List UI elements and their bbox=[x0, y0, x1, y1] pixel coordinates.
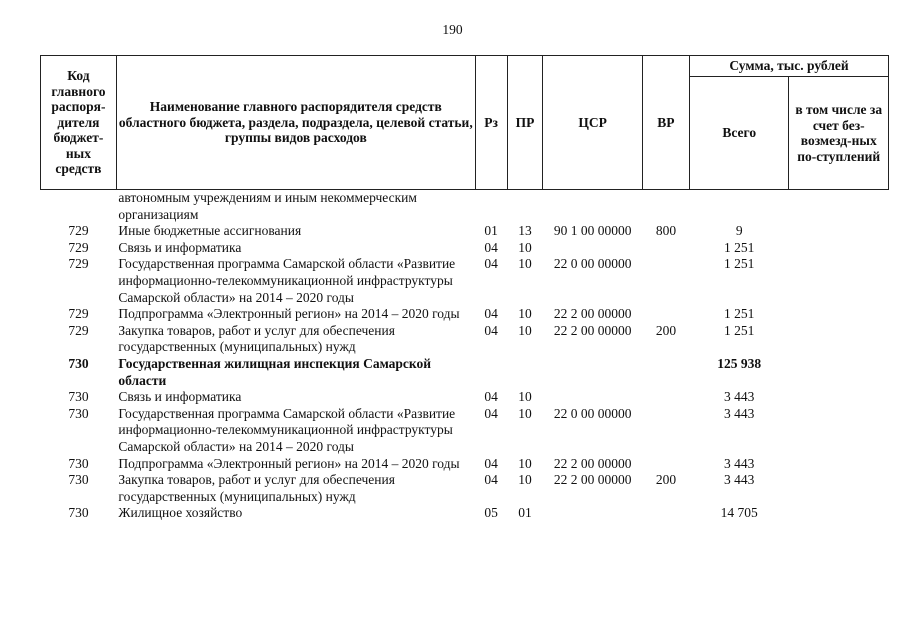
cell-name: Жилищное хозяйство bbox=[118, 505, 243, 521]
page-number: 190 bbox=[442, 22, 463, 37]
cell-total: 3 443 bbox=[724, 472, 755, 488]
cell-rz: 04 bbox=[484, 322, 498, 338]
cell-csr bbox=[543, 190, 642, 224]
cell-total: 3 443 bbox=[724, 405, 755, 421]
cell-pr: 10 bbox=[518, 455, 532, 471]
header-pr: ПР bbox=[507, 56, 543, 190]
cell-pr: 10 bbox=[518, 472, 532, 488]
cell-name: Подпрограмма «Электронный регион» на 2014 – 2020 годы bbox=[118, 455, 460, 471]
header-csr: ЦСР bbox=[543, 56, 642, 190]
cell-free bbox=[789, 190, 889, 224]
cell-kod: 730 bbox=[68, 455, 89, 471]
cell-total: 125 938 bbox=[717, 355, 762, 371]
cell-csr: 22 0 00 00000 bbox=[553, 405, 632, 421]
cell-kod bbox=[41, 190, 117, 224]
cell-name: Закупка товаров, работ и услуг для обеспечения государственных (муниципальных) нужд bbox=[118, 472, 395, 504]
table-row bbox=[41, 389, 889, 406]
cell-pr bbox=[507, 356, 543, 389]
cell-free bbox=[789, 223, 889, 240]
cell-rz: 04 bbox=[484, 472, 498, 488]
cell-pr: 13 bbox=[518, 223, 532, 239]
cell-kod: 730 bbox=[68, 505, 89, 521]
cell-vr bbox=[642, 505, 689, 522]
cell-pr: 10 bbox=[518, 239, 532, 255]
cell-csr bbox=[543, 505, 642, 522]
cell-kod: 729 bbox=[68, 223, 89, 239]
cell-name: Государственная программа Самарской области «Развитие информационно-телекоммуникационной инфраструктуры Самарской области» на 2014 – 2020 годы bbox=[118, 405, 456, 454]
cell-name: Закупка товаров, работ и услуг для обеспечения государственных (муниципальных) нужд bbox=[118, 322, 395, 355]
cell-free bbox=[789, 389, 889, 406]
cell-csr bbox=[543, 240, 642, 257]
cell-free bbox=[789, 306, 889, 323]
budget-table bbox=[40, 55, 889, 522]
table-row bbox=[41, 306, 889, 323]
cell-rz: 04 bbox=[484, 306, 498, 322]
cell-free bbox=[789, 456, 889, 473]
header-sum: Сумма, тыс. рублей bbox=[690, 56, 889, 77]
cell-csr: 90 1 00 00000 bbox=[553, 223, 632, 239]
cell-name: Иные бюджетные ассигнования bbox=[118, 223, 302, 239]
cell-total: 1 251 bbox=[724, 306, 755, 322]
cell-kod: 730 bbox=[68, 405, 89, 421]
cell-free bbox=[789, 323, 889, 356]
table-row bbox=[41, 406, 889, 456]
cell-vr: 200 bbox=[655, 322, 677, 338]
table-row bbox=[41, 456, 889, 473]
cell-rz bbox=[475, 190, 507, 224]
cell-pr bbox=[507, 190, 543, 224]
cell-rz bbox=[475, 356, 507, 389]
cell-pr: 01 bbox=[518, 505, 532, 521]
cell-rz: 01 bbox=[484, 223, 498, 239]
table-row bbox=[41, 323, 889, 356]
table-row bbox=[41, 190, 889, 224]
cell-vr: 200 bbox=[655, 472, 677, 488]
cell-vr bbox=[642, 240, 689, 257]
cell-name: автономным учреждениям и иным некоммерческим организациям bbox=[118, 190, 417, 222]
cell-vr: 800 bbox=[655, 223, 677, 239]
cell-rz: 04 bbox=[484, 256, 498, 272]
cell-total: 1 251 bbox=[724, 322, 755, 338]
table-row bbox=[41, 223, 889, 240]
cell-vr bbox=[642, 306, 689, 323]
cell-name: Государственная программа Самарской области «Развитие информационно-телекоммуникационной инфраструктуры Самарской области» на 2014 – 2020 годы bbox=[118, 256, 456, 305]
cell-vr bbox=[642, 356, 689, 389]
cell-kod: 730 bbox=[68, 355, 89, 371]
table-body bbox=[41, 190, 889, 522]
cell-vr bbox=[642, 406, 689, 456]
cell-pr: 10 bbox=[518, 389, 532, 405]
cell-kod: 729 bbox=[68, 239, 89, 255]
cell-vr bbox=[642, 456, 689, 473]
cell-pr: 10 bbox=[518, 256, 532, 272]
cell-kod: 729 bbox=[68, 322, 89, 338]
cell-vr bbox=[642, 256, 689, 306]
cell-vr bbox=[642, 190, 689, 224]
cell-pr: 10 bbox=[518, 405, 532, 421]
cell-csr: 22 2 00 00000 bbox=[553, 472, 632, 488]
cell-pr: 10 bbox=[518, 306, 532, 322]
cell-name: Связь и информатика bbox=[118, 239, 242, 255]
cell-kod: 729 bbox=[68, 306, 89, 322]
cell-csr bbox=[543, 389, 642, 406]
cell-total: 1 251 bbox=[724, 256, 755, 272]
cell-total: 9 bbox=[735, 223, 743, 239]
cell-total: 1 251 bbox=[724, 239, 755, 255]
cell-kod: 729 bbox=[68, 256, 89, 272]
cell-name: Связь и информатика bbox=[118, 389, 242, 405]
cell-name: Подпрограмма «Электронный регион» на 2014 – 2020 годы bbox=[118, 306, 460, 322]
cell-rz: 04 bbox=[484, 389, 498, 405]
cell-total bbox=[690, 190, 789, 224]
table-row bbox=[41, 472, 889, 505]
header-name: Наименование главного распорядителя средств областного бюджета, раздела, подраздела, целевой статьи, группы видов расходов bbox=[116, 56, 475, 190]
header-free: в том числе за счет без-возмезд-ных по-ступлений bbox=[789, 77, 889, 190]
table-row bbox=[41, 356, 889, 389]
cell-csr: 22 2 00 00000 bbox=[553, 322, 632, 338]
cell-total: 3 443 bbox=[724, 455, 755, 471]
cell-vr bbox=[642, 389, 689, 406]
cell-kod: 730 bbox=[68, 472, 89, 488]
cell-rz: 05 bbox=[484, 505, 498, 521]
header-vr: ВР bbox=[642, 56, 689, 190]
cell-free bbox=[789, 356, 889, 389]
cell-pr: 10 bbox=[518, 322, 532, 338]
cell-free bbox=[789, 505, 889, 522]
cell-csr: 22 2 00 00000 bbox=[553, 306, 632, 322]
cell-csr: 22 0 00 00000 bbox=[553, 256, 632, 272]
table-row bbox=[41, 256, 889, 306]
cell-name: Государственная жилищная инспекция Самарской области bbox=[118, 355, 432, 388]
cell-rz: 04 bbox=[484, 455, 498, 471]
cell-free bbox=[789, 472, 889, 505]
table-header bbox=[41, 56, 889, 190]
table-row bbox=[41, 505, 889, 522]
cell-csr bbox=[543, 356, 642, 389]
cell-kod: 730 bbox=[68, 389, 89, 405]
cell-free bbox=[789, 256, 889, 306]
cell-total: 3 443 bbox=[724, 389, 755, 405]
cell-free bbox=[789, 406, 889, 456]
header-rz: Рз bbox=[475, 56, 507, 190]
cell-free bbox=[789, 240, 889, 257]
cell-total: 14 705 bbox=[720, 505, 758, 521]
cell-csr: 22 2 00 00000 bbox=[553, 455, 632, 471]
cell-rz: 04 bbox=[484, 239, 498, 255]
cell-rz: 04 bbox=[484, 405, 498, 421]
table-row bbox=[41, 240, 889, 257]
header-total: Всего bbox=[690, 77, 789, 190]
header-kod: Код главного распоря-дителя бюджет-ных средств bbox=[41, 56, 117, 190]
